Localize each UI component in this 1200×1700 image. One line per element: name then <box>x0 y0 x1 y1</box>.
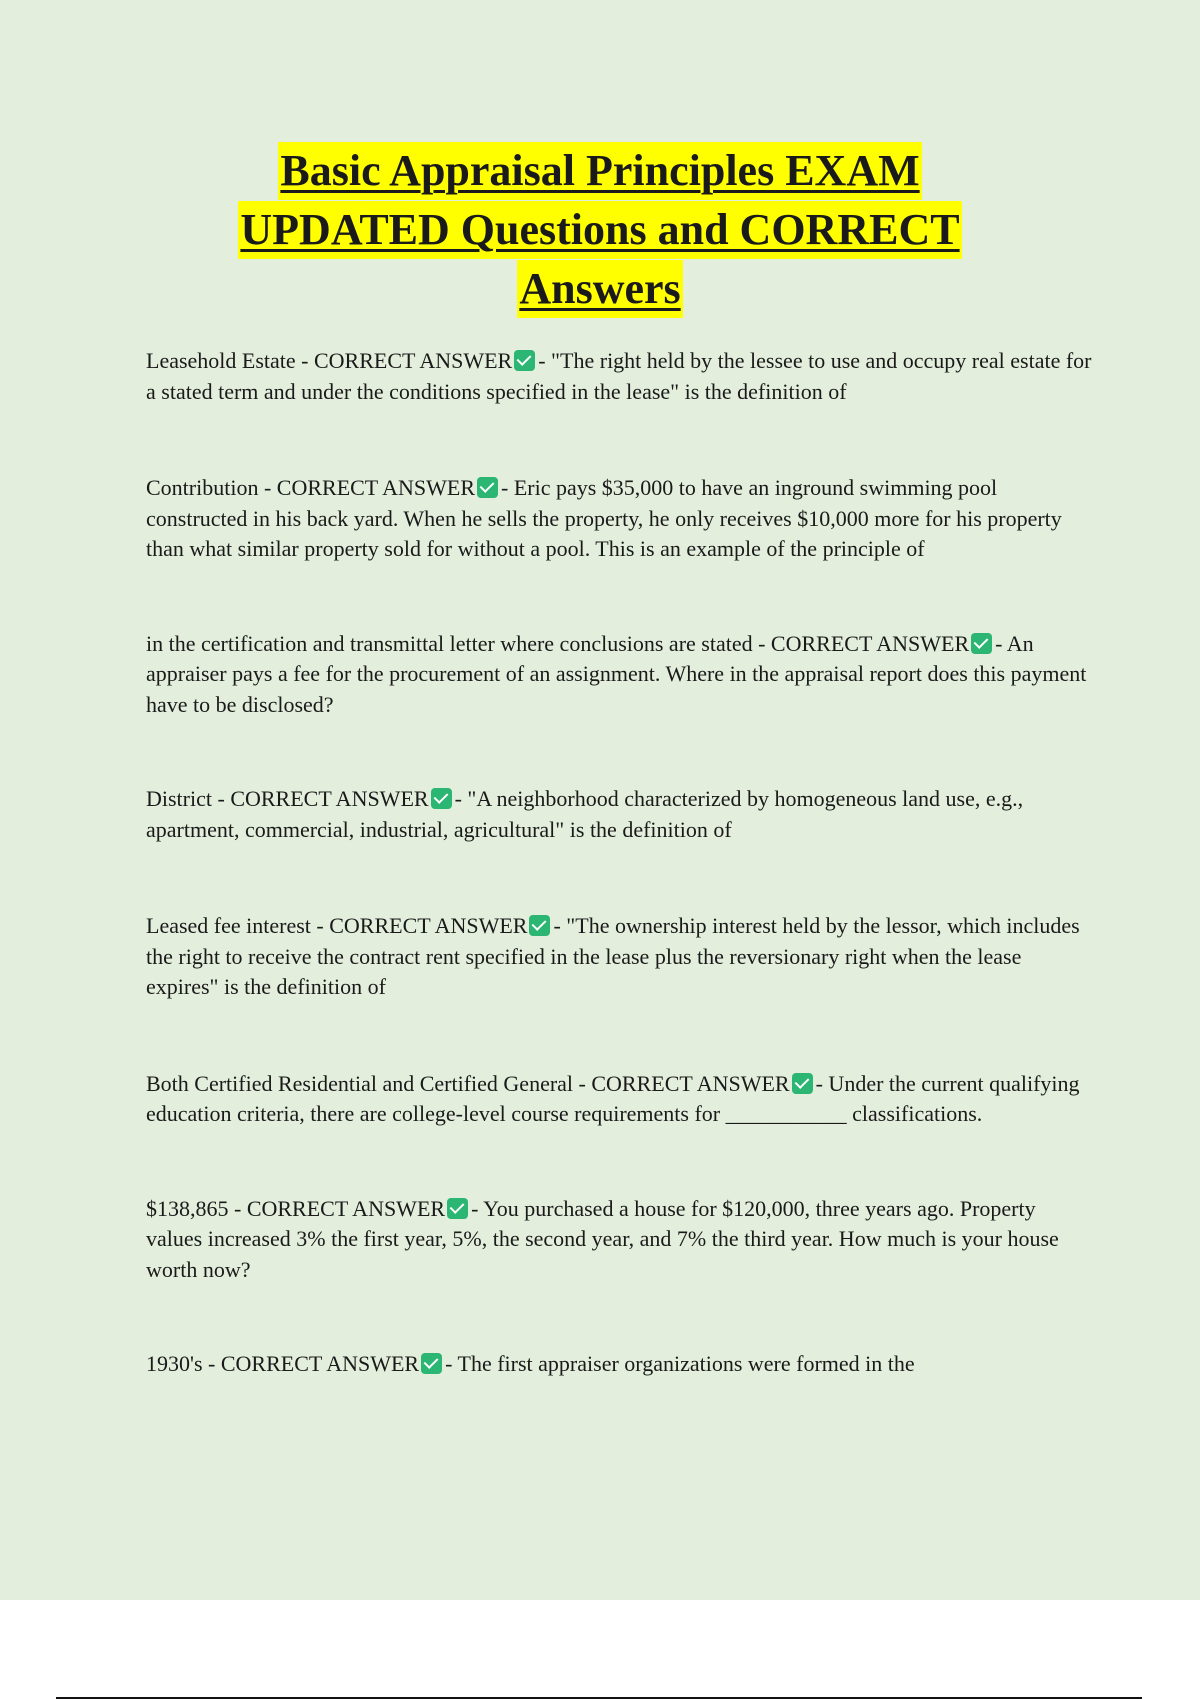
question-text: - "A neighborhood characterized by homogeneous land use, e.g., apartment, commercial, industrial, agricultural" is the definition of <box>146 786 1024 842</box>
question-text: - Eric pays $35,000 to have an inground swimming pool constructed in his back yard. When he sells the property, he only receives $10,000 more for his property than what similar property sold for without a pool. This is an example of the principle of <box>146 475 1062 561</box>
qa-entry <box>146 346 1096 407</box>
check-box-icon <box>477 477 498 498</box>
qa-entry <box>146 1194 1096 1286</box>
answer-text: District <box>146 786 212 811</box>
correct-answer-label: - CORRECT ANSWER <box>208 1351 420 1376</box>
question-text: - An appraiser pays a fee for the procurement of an assignment. Where in the appraisal report does this payment have to be disclosed? <box>146 630 1087 717</box>
qa-entry <box>146 911 1096 1003</box>
correct-answer-label: - CORRECT ANSWER <box>758 630 970 656</box>
answer-text: Leasehold Estate <box>146 348 296 373</box>
qa-entry <box>146 473 1096 565</box>
answer-text: Contribution <box>146 475 259 500</box>
check-box-icon <box>971 633 992 654</box>
check-box-icon <box>514 350 535 371</box>
question-text: - The first appraiser organizations were formed in the <box>445 1351 915 1376</box>
check-box-icon <box>447 1198 468 1219</box>
correct-answer-label: - CORRECT ANSWER <box>301 348 513 373</box>
qa-list <box>146 346 1096 1380</box>
answer-text: Both Certified Residential and Certified General <box>146 1070 574 1096</box>
correct-answer-label: - CORRECT ANSWER <box>316 913 528 938</box>
correct-answer-label: - CORRECT ANSWER <box>578 1070 790 1096</box>
check-box-icon <box>421 1353 442 1374</box>
title-line-3: Answers <box>517 260 682 318</box>
correct-answer-label: - CORRECT ANSWER <box>234 1195 446 1221</box>
correct-answer-label: - CORRECT ANSWER <box>217 786 429 811</box>
question-text: - You purchased a house for $120,000, three years ago. Property values increased 3% the first year, 5%, the second year, and 7% the third year. How much is your house worth now? <box>146 1195 1059 1282</box>
footer-divider <box>56 1697 1142 1699</box>
answer-text: Leased fee interest <box>146 913 311 938</box>
check-box-icon <box>792 1073 813 1094</box>
correct-answer-label: - CORRECT ANSWER <box>263 475 476 500</box>
check-box-icon <box>431 788 452 809</box>
title-line-1: Basic Appraisal Principles EXAM <box>278 142 921 200</box>
question-text: - Under the current qualifying education criteria, there are college-level course requirements for ___________ classifications. <box>146 1070 1080 1126</box>
title-line-2: UPDATED Questions and CORRECT <box>238 201 961 259</box>
qa-entry <box>146 1349 1096 1380</box>
question-text: - "The ownership interest held by the lessor, which includes the right to receive the contract rent specified in the lease plus the reversionary right when the lease expires" is the definition of <box>146 913 1080 999</box>
qa-entry <box>146 1069 1096 1130</box>
qa-entry <box>146 629 1096 721</box>
answer-text: in the certification and transmittal letter where conclusions are stated <box>146 630 753 656</box>
question-text: - "The right held by the lessee to use and occupy real estate for a stated term and under the conditions specified in the lease" is the definition of <box>146 348 1092 404</box>
page-title <box>0 142 1200 319</box>
check-box-icon <box>529 915 550 936</box>
qa-entry <box>146 784 1096 845</box>
answer-text: 1930's <box>146 1351 203 1376</box>
answer-text: $138,865 <box>146 1195 229 1221</box>
